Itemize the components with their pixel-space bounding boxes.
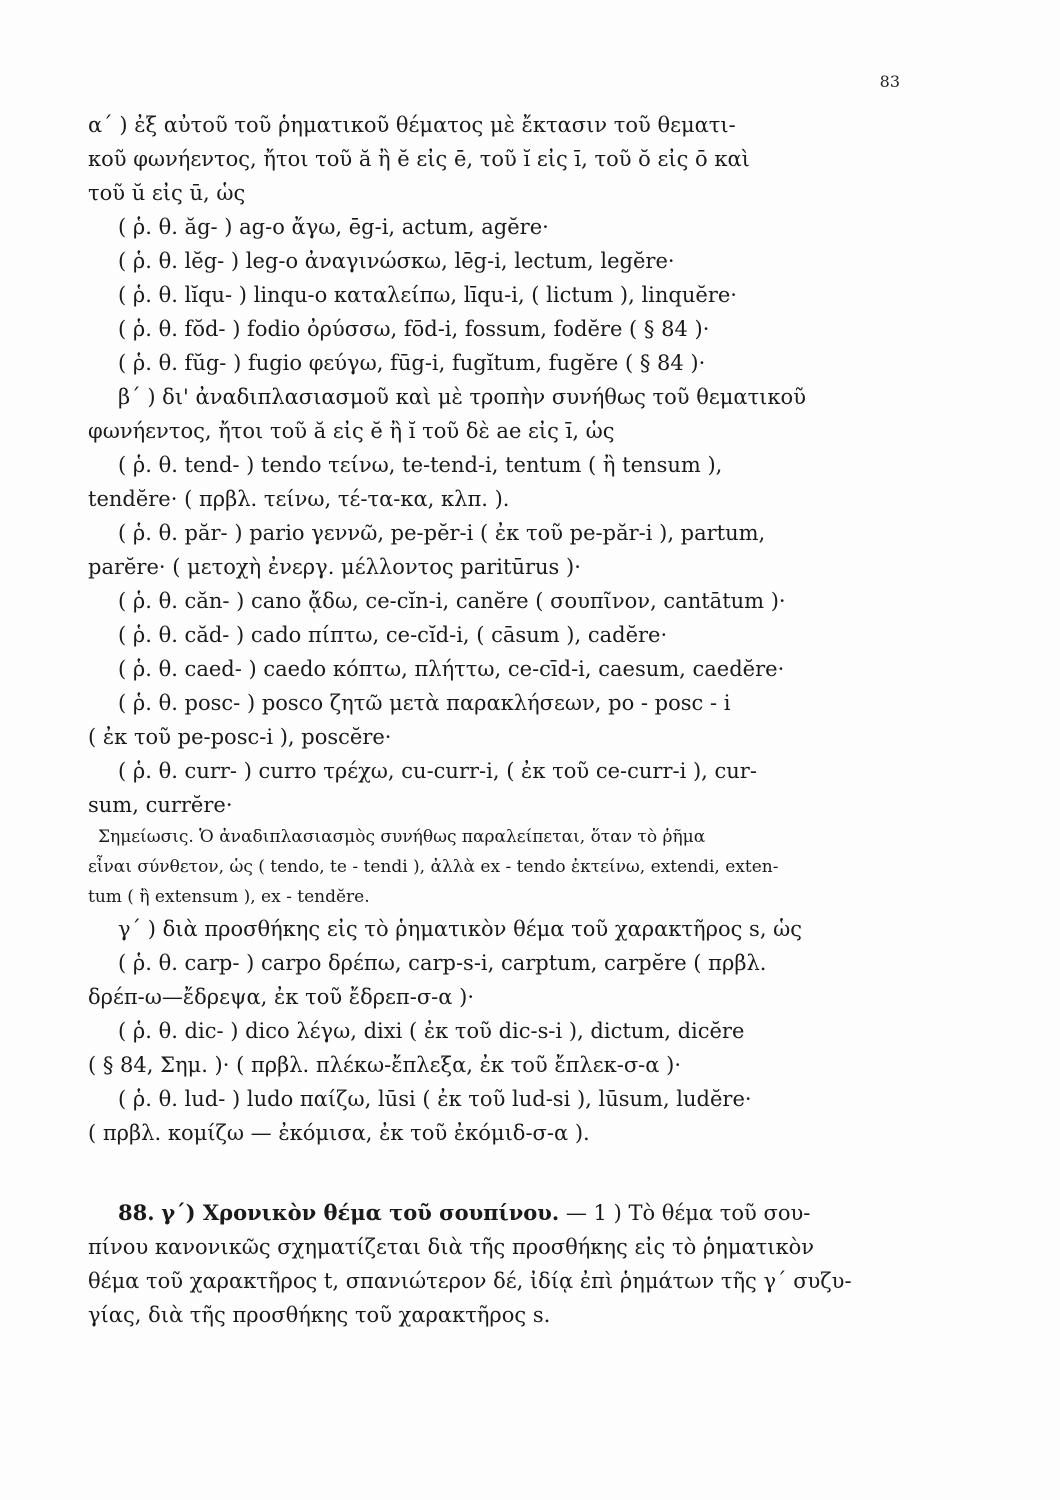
text-line: ( ῥ. θ. caed- ) caedo κόπτω, πλήττω, ce-cīd-i, caesum, caedĕre· [118, 657, 785, 681]
text-line: parĕre· ( μετοχὴ ἐνεργ. μέλλοντος paritūrus )· [88, 555, 581, 579]
text-line: ( ῥ. θ. păr- ) pario γεννῶ, pe-pĕr-i ( ἐκ τοῦ pe-păr-i ), partum, [118, 521, 766, 545]
text-line: ( ῥ. θ. carp- ) carpo δρέπω, carp-s-i, carptum, carpĕre ( πρβλ. [118, 951, 767, 975]
text-line: tendĕre· ( πρβλ. τείνω, τέ-τα-κα, κλπ. ). [88, 487, 510, 511]
text-body [88, 108, 904, 1332]
text-line: α΄ ) ἐξ αὐτοῦ τοῦ ῥηματικοῦ θέματος μὲ ἔκτασιν τοῦ θεματι- [88, 113, 736, 137]
text-line: φωνήεντος, ἤτοι τοῦ ă εἰς ĕ ἢ ĭ τοῦ δὲ ae εἰς ī, ὡς [88, 419, 615, 443]
text-line: τοῦ ŭ εἰς ū, ὡς [88, 181, 246, 205]
section-number: 88. [118, 1200, 155, 1225]
text-line: ( ἐκ τοῦ pe-posc-i ), poscĕre· [88, 725, 392, 749]
text-line: δρέπ-ω—ἔδρεψα, ἐκ τοῦ ἔδρεπ-σ-α )· [88, 985, 474, 1009]
text-line: πίνου κανονικῶς σχηματίζεται διὰ τῆς προσθήκης εἰς τὸ ῥηματικὸν [88, 1235, 815, 1259]
text-line: ( ῥ. θ. lud- ) ludo παίζω, lūsi ( ἐκ τοῦ lud-si ), lūsum, ludĕre· [118, 1087, 752, 1111]
text-line: ( ῥ. θ. lĭqu- ) linqu-o καταλείπω, līqu-i, ( lictum ), linquĕre· [118, 283, 737, 307]
text-line: ( ῥ. θ. ăg- ) ag-o ἄγω, ēg-i, actum, agĕre· [118, 215, 549, 239]
note-line: tum ( ἢ extensum ), ex - tendĕre. [88, 887, 370, 907]
text-line: ( ῥ. θ. căn- ) cano ᾄδω, ce-cĭn-i, canĕre ( σουπῖνον, cantātum )· [118, 589, 786, 613]
section-gap [88, 1150, 904, 1196]
text-line: ( ῥ. θ. lĕg- ) leg-o ἀναγινώσκω, lēg-i, lectum, legĕre· [118, 249, 675, 273]
section-title: γ΄) Χρονικὸν θέμα τοῦ σουπίνου. [161, 1200, 560, 1225]
text-line: ( πρβλ. κομίζω — ἐκόμισα, ἐκ τοῦ ἐκόμιδ-σ-α ). [88, 1121, 590, 1145]
text-line: ( ῥ. θ. căd- ) cado πίπτω, ce-cĭd-i, ( cāsum ), cadĕre· [118, 623, 668, 647]
text-line: ( § 84, Σημ. )· ( πρβλ. πλέκω-ἔπλεξα, ἐκ τοῦ ἔπλεκ-σ-α )· [88, 1053, 682, 1077]
text-line: ( ῥ. θ. fŏd- ) fodio ὀρύσσω, fōd-i, fossum, fodĕre ( § 84 )· [118, 317, 710, 341]
text-line: β΄ ) δι' ἀναδιπλασιασμοῦ καὶ μὲ τροπὴν συνήθως τοῦ θεματικοῦ [118, 385, 806, 409]
text-line: γ΄ ) διὰ προσθήκης εἰς τὸ ῥηματικὸν θέμα τοῦ χαρακτῆρος s, ὡς [118, 917, 803, 941]
note-line: Σημείωσις. Ὁ ἀναδιπλασιασμὸς συνήθως παραλείπεται, ὅταν τὸ ῥῆμα [98, 827, 706, 847]
section-first-line: — 1 ) Τὸ θέμα τοῦ σου- [565, 1201, 811, 1225]
text-line: sum, currĕre· [88, 793, 233, 817]
text-line: ( ῥ. θ. posc- ) posco ζητῶ μετὰ παρακλήσεων, po - posc - i [118, 691, 731, 715]
text-line: ( ῥ. θ. tend- ) tendo τείνω, te-tend-i, tentum ( ἢ tensum ), [118, 453, 723, 477]
text-line: ( ῥ. θ. dic- ) dico λέγω, dixi ( ἐκ τοῦ dic-s-i ), dictum, dicĕre [118, 1019, 745, 1043]
text-line: θέμα τοῦ χαρακτῆρος t, σπανιώτερον δέ, ἰδίᾳ ἐπὶ ῥημάτων τῆς γ΄ συζυ- [88, 1269, 852, 1293]
text-line: γίας, διὰ τῆς προσθήκης τοῦ χαρακτῆρος s. [88, 1303, 551, 1327]
text-line: ( ῥ. θ. curr- ) curro τρέχω, cu-curr-i, ( ἐκ τοῦ ce-curr-i ), cur- [118, 759, 757, 783]
note-line: εἶναι σύνθετον, ὡς ( tendo, te - tendi ), ἀλλὰ ex - tendo ἐκτείνω, extendi, exten- [88, 857, 779, 877]
section-heading [88, 1196, 904, 1230]
page-number: 83 [879, 72, 900, 91]
text-line: κοῦ φωνήεντος, ἤτοι τοῦ ă ἢ ĕ εἰς ē, τοῦ ĭ εἰς ī, τοῦ ŏ εἰς ō καὶ [88, 147, 750, 171]
text-line: ( ῥ. θ. fŭg- ) fugio φεύγω, fūg-i, fugĭtum, fugĕre ( § 84 )· [118, 351, 706, 375]
